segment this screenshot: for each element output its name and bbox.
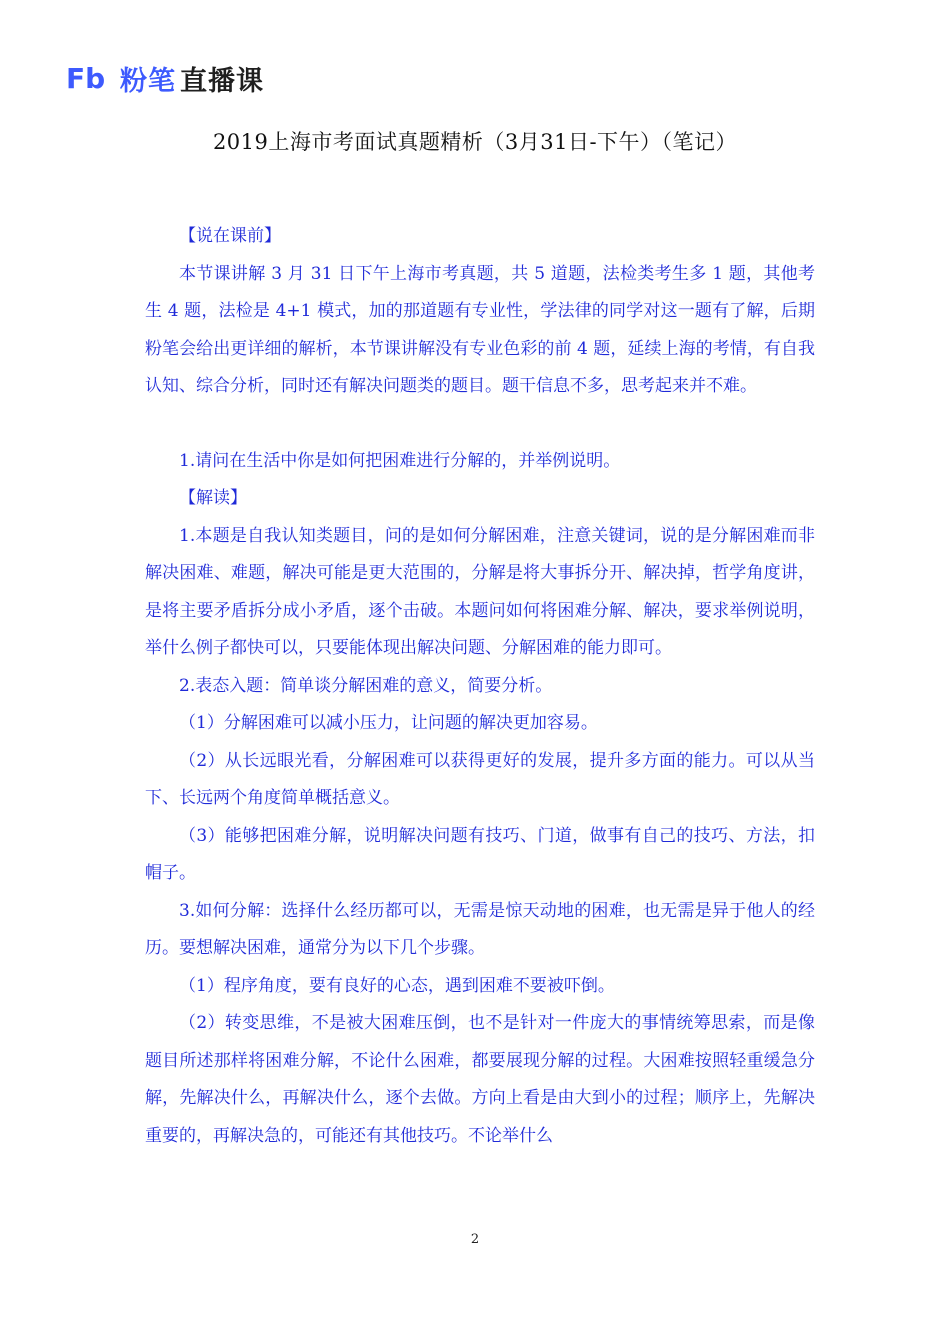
analysis-subpoint-2-3: （3）能够把困难分解，说明解决问题有技巧、门道，做事有自己的技巧、方法，扣帽子。 bbox=[145, 825, 815, 883]
fenbi-logo-icon bbox=[66, 58, 112, 98]
analysis-point-1: 1.本题是自我认知类题目，问的是如何分解困难，注意关键词，说的是分解困难而非解决困难、难题，解决可能是更大范围的，分解是将大事拆分开、解决掉，哲学角度讲，是将主要矛盾拆分成小矛盾，逐个击破。本题问如何将困难分解、解决，要求举例说明，举什么例子都快可以，只要能体现出解决问题、分解困难的能力即可。 bbox=[145, 525, 815, 658]
analysis-subpoint-2-1: （1）分解困难可以减小压力，让问题的解决更加容易。 bbox=[179, 713, 598, 733]
analysis-subpoint-3-1: （1）程序角度，要有良好的心态，遇到困难不要被吓倒。 bbox=[179, 975, 615, 996]
logo-mark-text: Fb bbox=[66, 63, 106, 93]
paragraph-preface: 本节课讲解 3 月 31 日下午上海市考真题，共 5 道题，法检类考生多 1 题，其他考生 4 题，法检是 4+1 模式，加的那道题有专业性，学法律的同学对这一题有了解，后期粉笔会给出更详细的解析，本节课讲解没有专业色彩的前 4 题，延续上海的考情，有自我认知、综合分析，同时还有解决问题类的题目。题干信息不多，思考起来并不难。 bbox=[145, 263, 815, 396]
logo-brand-text: 粉笔 bbox=[120, 65, 176, 97]
document-title: 2019上海市考面试真题精析（3月31日-下午）（笔记） bbox=[212, 130, 738, 154]
page-number: 2 bbox=[470, 1232, 480, 1247]
analysis-point-3: 3.如何分解：选择什么经历都可以，无需是惊天动地的困难，也无需是异于他人的经历。要想解决困难，通常分为以下几个步骤。 bbox=[145, 900, 815, 958]
document-body bbox=[145, 218, 815, 1155]
section-heading-analysis: 【解读】 bbox=[179, 488, 247, 508]
analysis-subpoint-3-2: （2）转变思维，不是被大困难压倒，也不是针对一件庞大的事情统筹思索，而是像题目所述那样将困难分解，不论什么困难，都要展现分解的过程。大困难按照轻重缓急分解，先解决什么，再解决什么，逐个去做。方向上看是由大到小的过程；顺序上，先解决重要的，再解决急的，可能还有其他技巧。不论举什么 bbox=[145, 1013, 815, 1146]
question-1: 1.请问在生活中你是如何把困难进行分解的，并举例说明。 bbox=[179, 450, 621, 471]
section-heading-preface: 【说在课前】 bbox=[179, 226, 281, 246]
analysis-point-2: 2.表态入题：简单谈分解困难的意义，简要分析。 bbox=[179, 675, 553, 696]
brand-logo bbox=[66, 58, 264, 98]
analysis-subpoint-2-2: （2）从长远眼光看，分解困难可以获得更好的发展，提升多方面的能力。可以从当下、长远两个角度简单概括意义。 bbox=[145, 750, 815, 808]
logo-product-text: 直播课 bbox=[180, 65, 264, 97]
